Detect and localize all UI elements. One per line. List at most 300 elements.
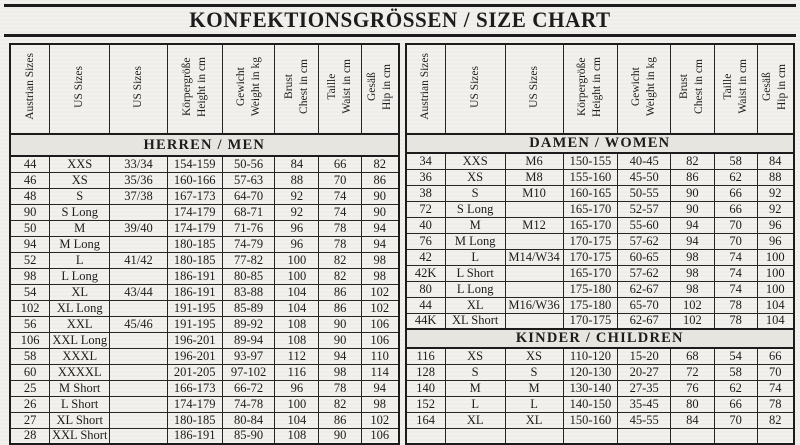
table-cell: 196-201 — [167, 332, 222, 348]
table-cell: M — [445, 217, 505, 233]
table-cell: M16/W36 — [505, 297, 563, 313]
table-cell: 74-79 — [222, 236, 275, 252]
table-cell: 102 — [362, 284, 399, 300]
table-cell — [505, 313, 563, 329]
table-cell: XL Short — [50, 412, 110, 428]
table-cell: 78 — [319, 380, 362, 396]
table-cell: 66 — [757, 348, 794, 364]
table-cell: 74-78 — [222, 396, 275, 412]
table-cell: 82 — [670, 153, 714, 169]
table-cell: 106 — [10, 332, 50, 348]
table-cell: L — [505, 396, 563, 412]
table-cell: XL — [445, 297, 505, 313]
table-cell: 52-57 — [618, 201, 671, 217]
table-cell: 78 — [319, 236, 362, 252]
table-cell — [505, 265, 563, 281]
table-cell: 174-179 — [167, 220, 222, 236]
table-cell: 98 — [670, 265, 714, 281]
table-cell: 80 — [406, 281, 446, 297]
table-cell: 96 — [757, 233, 794, 249]
table-row — [406, 281, 795, 297]
table-cell: 84 — [670, 412, 714, 428]
table-cell: 55-60 — [618, 217, 671, 233]
table-cell — [406, 428, 446, 444]
table-cell: 104 — [757, 297, 794, 313]
table-cell: 102 — [670, 297, 714, 313]
table-cell — [110, 332, 168, 348]
table-cell: 92 — [275, 204, 319, 220]
column-header — [757, 44, 794, 134]
table-cell: M12 — [505, 217, 563, 233]
table-cell: 82 — [319, 268, 362, 284]
column-header — [362, 44, 399, 134]
table-cell: XL — [50, 284, 110, 300]
table-cell — [110, 396, 168, 412]
table-cell: 175-180 — [563, 281, 618, 297]
table-cell: 90 — [319, 332, 362, 348]
table-cell — [110, 412, 168, 428]
column-header — [167, 44, 222, 134]
table-cell: 35-45 — [618, 396, 671, 412]
table-cell: 35/36 — [110, 172, 168, 188]
table-cell: S — [445, 364, 505, 380]
table-cell: XL Long — [50, 300, 110, 316]
table-cell: 100 — [275, 396, 319, 412]
table-cell: 62 — [714, 169, 757, 185]
table-cell: 98 — [362, 268, 399, 284]
table-cell: 180-185 — [167, 236, 222, 252]
section-header-row — [406, 329, 795, 348]
table-cell: 94 — [362, 380, 399, 396]
table-cell: 90 — [10, 204, 50, 220]
table-cell: 74 — [714, 249, 757, 265]
table-cell: 82 — [757, 412, 794, 428]
table-cell: 98 — [670, 281, 714, 297]
table-cell: M — [505, 380, 563, 396]
table-cell: 58 — [10, 348, 50, 364]
table-cell: 85-89 — [222, 300, 275, 316]
table-cell: 186-191 — [167, 428, 222, 444]
table-cell: 90 — [362, 204, 399, 220]
table-cell: 155-160 — [563, 169, 618, 185]
table-cell: 45-50 — [618, 169, 671, 185]
table-cell — [110, 380, 168, 396]
table-cell: 165-170 — [563, 201, 618, 217]
table-cell: 78 — [319, 220, 362, 236]
table-cell: 60 — [10, 364, 50, 380]
table-row — [10, 332, 399, 348]
section-header-row — [406, 134, 795, 153]
table-cell: 70 — [714, 412, 757, 428]
column-header — [618, 44, 671, 134]
table-cell: M14/W34 — [505, 249, 563, 265]
table-cell: 86 — [319, 412, 362, 428]
table-cell — [445, 428, 505, 444]
table-row — [10, 252, 399, 268]
table-cell: 86 — [319, 300, 362, 316]
table-cell: 86 — [319, 284, 362, 300]
table-row — [406, 348, 795, 364]
table-cell: 90 — [362, 188, 399, 204]
table-cell: 160-165 — [563, 185, 618, 201]
rotated-header-text: Gesäß Hip in cm — [761, 63, 789, 110]
table-cell: 40-45 — [618, 153, 671, 169]
table-cell: 154-159 — [167, 156, 222, 172]
table-cell: XL — [505, 412, 563, 428]
table-cell — [505, 233, 563, 249]
table-row — [406, 201, 795, 217]
table-cell: 74 — [757, 380, 794, 396]
table-cell: 98 — [670, 249, 714, 265]
column-header-row — [406, 44, 795, 134]
table-cell: 48 — [10, 188, 50, 204]
table-cell: 46 — [10, 172, 50, 188]
table-cell: 85-90 — [222, 428, 275, 444]
table-cell: 170-175 — [563, 313, 618, 329]
table-row — [406, 412, 795, 428]
rotated-header-text: Gewicht Weight in kg — [630, 57, 658, 117]
table-cell: 98 — [319, 364, 362, 380]
table-cell: L Long — [50, 268, 110, 284]
table-cell: XXXL — [50, 348, 110, 364]
table-cell — [110, 348, 168, 364]
table-cell: 66 — [714, 201, 757, 217]
table-cell: 150-155 — [563, 153, 618, 169]
column-header — [670, 44, 714, 134]
table-cell: 165-170 — [563, 265, 618, 281]
table-row — [406, 249, 795, 265]
table-cell: 45-55 — [618, 412, 671, 428]
table-cell: 68-71 — [222, 204, 275, 220]
table-cell: 43/44 — [110, 284, 168, 300]
table-cell: 166-173 — [167, 380, 222, 396]
table-cell: 164 — [406, 412, 446, 428]
table-cell: 106 — [362, 428, 399, 444]
table-row — [10, 428, 399, 444]
rotated-header-text: Brust Chest in cm — [678, 59, 706, 115]
table-cell: L Short — [445, 265, 505, 281]
table-cell: L — [445, 249, 505, 265]
table-cell: 57-63 — [222, 172, 275, 188]
table-cell: 98 — [362, 396, 399, 412]
table-row — [10, 188, 399, 204]
table-cell: 140-150 — [563, 396, 618, 412]
table-row — [10, 236, 399, 252]
table-cell: 96 — [275, 220, 319, 236]
table-cell: 160-166 — [167, 172, 222, 188]
column-header — [110, 44, 168, 134]
table-cell: 96 — [275, 236, 319, 252]
table-cell: 102 — [670, 313, 714, 329]
table-row — [10, 396, 399, 412]
table-cell: XXS — [445, 153, 505, 169]
table-cell: 170-175 — [563, 249, 618, 265]
table-cell: 80-85 — [222, 268, 275, 284]
rotated-header-text: US Sizes — [73, 65, 86, 108]
table-cell: 114 — [362, 364, 399, 380]
table-cell: 27 — [10, 412, 50, 428]
table-cell: S Long — [50, 204, 110, 220]
table-cell: 175-180 — [563, 297, 618, 313]
table-row — [406, 153, 795, 169]
table-cell: 94 — [10, 236, 50, 252]
table-row — [10, 348, 399, 364]
table-cell: 191-195 — [167, 316, 222, 332]
table-cell: 54 — [10, 284, 50, 300]
section-header-row — [10, 134, 399, 156]
table-cell: L — [445, 396, 505, 412]
table-cell: M Long — [445, 233, 505, 249]
table-cell: M10 — [505, 185, 563, 201]
table-cell: 108 — [275, 316, 319, 332]
table-row — [10, 316, 399, 332]
table-cell: S — [50, 188, 110, 204]
table-cell: XL — [445, 412, 505, 428]
table-cell: 66-72 — [222, 380, 275, 396]
table-cell: 96 — [757, 217, 794, 233]
table-row — [406, 313, 795, 329]
table-cell: 54 — [714, 348, 757, 364]
rotated-header-text: Körpergröße Height in cm — [576, 56, 604, 117]
table-cell: 66 — [714, 396, 757, 412]
table-cell: 104 — [275, 412, 319, 428]
table-cell: S — [445, 185, 505, 201]
table-cell: 26 — [10, 396, 50, 412]
table-row — [406, 364, 795, 380]
table-cell: L — [50, 252, 110, 268]
rotated-header-text: Brust Chest in cm — [282, 59, 310, 115]
table-cell: 98 — [362, 252, 399, 268]
table-cell: 44 — [406, 297, 446, 313]
men-size-table — [9, 43, 400, 445]
table-cell — [110, 204, 168, 220]
table-cell: 50-56 — [222, 156, 275, 172]
table-row — [10, 380, 399, 396]
table-row — [406, 428, 795, 444]
table-cell: 104 — [757, 313, 794, 329]
table-cell — [110, 364, 168, 380]
column-header — [714, 44, 757, 134]
table-cell: 108 — [275, 428, 319, 444]
table-cell: M Short — [50, 380, 110, 396]
table-cell: 94 — [319, 348, 362, 364]
table-cell: 93-97 — [222, 348, 275, 364]
table-cell: 20-27 — [618, 364, 671, 380]
table-cell: 97-102 — [222, 364, 275, 380]
table-cell: 80 — [670, 396, 714, 412]
table-cell: S Long — [445, 201, 505, 217]
table-cell: 28 — [10, 428, 50, 444]
table-cell — [670, 428, 714, 444]
table-cell: 58 — [714, 153, 757, 169]
column-header — [50, 44, 110, 134]
table-cell: 36 — [406, 169, 446, 185]
column-header — [563, 44, 618, 134]
rotated-header-text: US Sizes — [468, 65, 481, 108]
table-cell: 65-70 — [618, 297, 671, 313]
table-cell: 37/38 — [110, 188, 168, 204]
table-cell: 27-35 — [618, 380, 671, 396]
table-cell: 56 — [10, 316, 50, 332]
table-row — [406, 297, 795, 313]
table-cell: 66 — [714, 185, 757, 201]
table-cell — [110, 268, 168, 284]
column-header — [319, 44, 362, 134]
table-cell — [110, 236, 168, 252]
table-cell: 100 — [275, 252, 319, 268]
table-cell: 15-20 — [618, 348, 671, 364]
table-row — [406, 169, 795, 185]
table-cell: 78 — [757, 396, 794, 412]
table-cell: 76 — [406, 233, 446, 249]
table-cell: 94 — [362, 236, 399, 252]
rotated-header-text: US Sizes — [527, 65, 540, 108]
table-row — [406, 396, 795, 412]
tables-container — [3, 37, 797, 445]
table-row — [10, 204, 399, 220]
table-cell: 77-82 — [222, 252, 275, 268]
table-cell: 120-130 — [563, 364, 618, 380]
table-cell: 88 — [757, 169, 794, 185]
table-cell: XS — [445, 348, 505, 364]
table-cell: 52 — [10, 252, 50, 268]
table-cell — [563, 428, 618, 444]
table-cell: 201-205 — [167, 364, 222, 380]
table-cell: 50 — [10, 220, 50, 236]
table-row — [10, 364, 399, 380]
table-cell: 64-70 — [222, 188, 275, 204]
table-cell: 170-175 — [563, 233, 618, 249]
table-cell: 110-120 — [563, 348, 618, 364]
table-cell: 70 — [757, 364, 794, 380]
table-cell: 89-92 — [222, 316, 275, 332]
table-cell: L Short — [50, 396, 110, 412]
section-title: KINDER / CHILDREN — [406, 329, 795, 348]
table-cell: 62 — [714, 380, 757, 396]
section-title: HERREN / MEN — [10, 134, 399, 156]
table-cell: 196-201 — [167, 348, 222, 364]
table-cell: 40 — [406, 217, 446, 233]
rotated-header-text: US Sizes — [132, 65, 145, 108]
table-cell: 104 — [275, 300, 319, 316]
table-cell: 60-65 — [618, 249, 671, 265]
table-cell: 167-173 — [167, 188, 222, 204]
rotated-header-text: Taille Waist in cm — [721, 59, 749, 115]
table-cell: 96 — [275, 380, 319, 396]
title-bar — [4, 4, 796, 37]
table-cell: 44K — [406, 313, 446, 329]
table-cell: 102 — [10, 300, 50, 316]
table-cell: XS — [505, 348, 563, 364]
table-cell: S — [505, 364, 563, 380]
table-cell: 62-67 — [618, 313, 671, 329]
table-cell: 38 — [406, 185, 446, 201]
table-cell: XXS — [50, 156, 110, 172]
column-header — [505, 44, 563, 134]
table-row — [406, 380, 795, 396]
table-cell: 100 — [757, 265, 794, 281]
table-cell — [110, 300, 168, 316]
table-row — [10, 284, 399, 300]
table-cell: 57-62 — [618, 233, 671, 249]
table-cell: 74 — [714, 265, 757, 281]
table-cell: 106 — [362, 332, 399, 348]
table-cell: 90 — [319, 428, 362, 444]
table-row — [10, 412, 399, 428]
table-cell: M — [445, 380, 505, 396]
table-cell: 42K — [406, 265, 446, 281]
table-cell: 140 — [406, 380, 446, 396]
table-cell: 92 — [757, 185, 794, 201]
table-cell: 191-195 — [167, 300, 222, 316]
table-cell: 82 — [319, 252, 362, 268]
table-cell — [618, 428, 671, 444]
column-header — [222, 44, 275, 134]
table-cell: 42 — [406, 249, 446, 265]
table-cell: 25 — [10, 380, 50, 396]
table-cell: 130-140 — [563, 380, 618, 396]
table-cell: 68 — [670, 348, 714, 364]
table-cell — [505, 281, 563, 297]
table-cell — [505, 428, 563, 444]
table-cell: 82 — [362, 156, 399, 172]
women-children-size-table — [405, 43, 796, 445]
table-cell: M8 — [505, 169, 563, 185]
table-cell: 74 — [319, 188, 362, 204]
table-row — [406, 265, 795, 281]
table-cell: M — [50, 220, 110, 236]
column-header — [275, 44, 319, 134]
table-cell: 62-67 — [618, 281, 671, 297]
table-cell: 70 — [714, 217, 757, 233]
table-cell — [110, 428, 168, 444]
table-cell: 180-185 — [167, 412, 222, 428]
table-cell: XXL Short — [50, 428, 110, 444]
table-cell: 128 — [406, 364, 446, 380]
table-cell: XS — [50, 172, 110, 188]
table-cell: 44 — [10, 156, 50, 172]
table-cell: 112 — [275, 348, 319, 364]
table-cell: 102 — [362, 300, 399, 316]
table-cell: 66 — [319, 156, 362, 172]
table-cell: 100 — [757, 281, 794, 297]
table-row — [10, 156, 399, 172]
table-cell: 58 — [714, 364, 757, 380]
table-row — [10, 268, 399, 284]
table-cell: 72 — [406, 201, 446, 217]
table-cell: 150-160 — [563, 412, 618, 428]
table-cell: XXXXL — [50, 364, 110, 380]
table-cell: L Long — [445, 281, 505, 297]
table-cell: 174-179 — [167, 204, 222, 220]
table-cell: 180-185 — [167, 252, 222, 268]
table-cell: 80-84 — [222, 412, 275, 428]
table-cell: 94 — [362, 220, 399, 236]
table-row — [406, 185, 795, 201]
table-cell: 50-55 — [618, 185, 671, 201]
table-cell: M Long — [50, 236, 110, 252]
table-cell: 116 — [406, 348, 446, 364]
table-cell: 165-170 — [563, 217, 618, 233]
table-cell — [714, 428, 757, 444]
rotated-header-text: Austrian Sizes — [419, 53, 432, 121]
table-row — [10, 172, 399, 188]
rotated-header-text: Austrian Sizes — [23, 53, 36, 121]
table-cell: 104 — [275, 284, 319, 300]
table-cell: 72 — [670, 364, 714, 380]
table-cell: 57-62 — [618, 265, 671, 281]
table-cell: 86 — [362, 172, 399, 188]
